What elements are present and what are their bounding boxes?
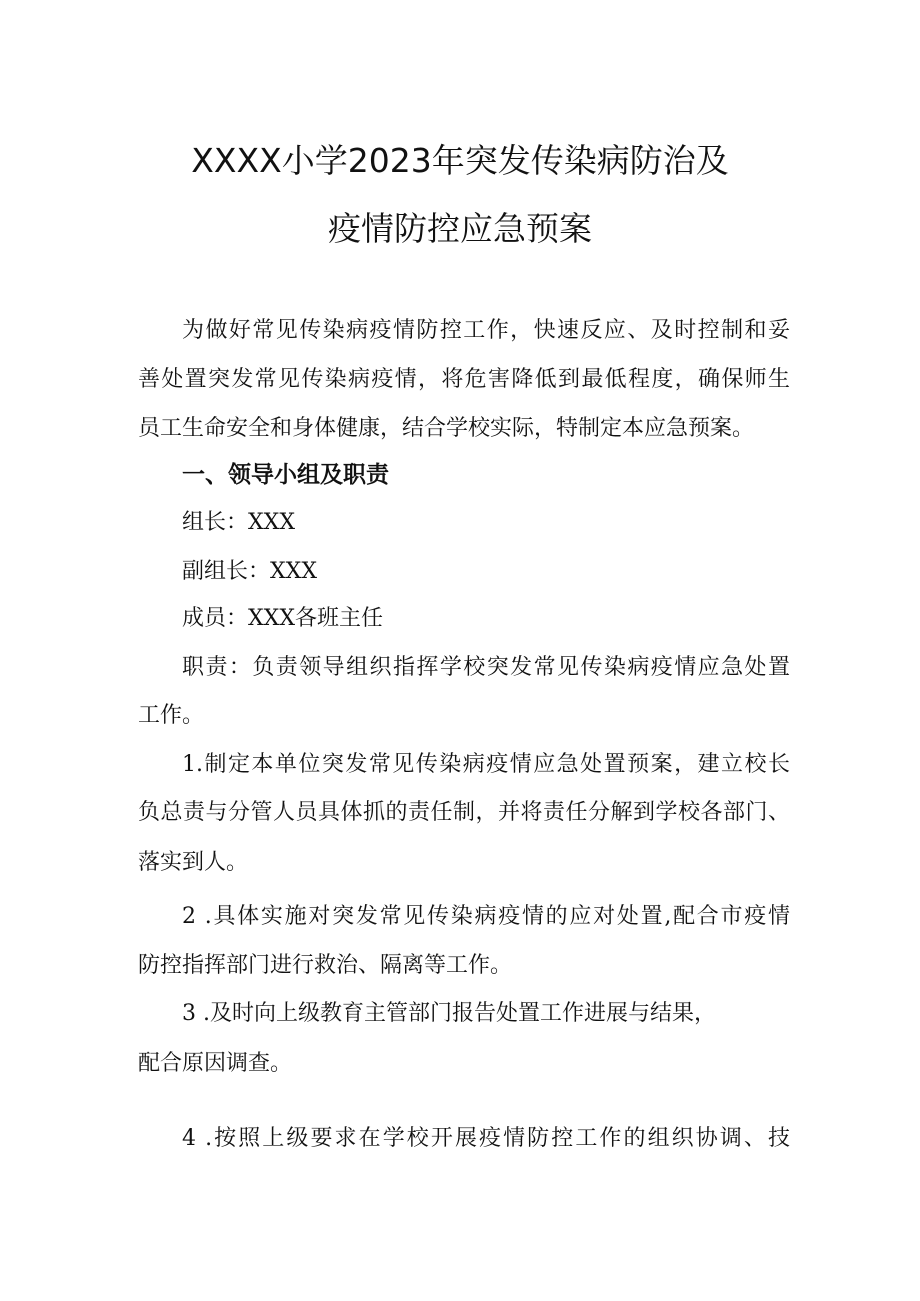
item2-line-1: 2 .具体实施对突发常见传染病疫情的应对处置,配合市疫情 bbox=[182, 904, 790, 929]
intro-line-2: 善处置突发常见传染病疫情，将危害降低到最低程度，确保师生 bbox=[138, 367, 790, 392]
item1-line-1: 1.制定本单位突发常见传染病疫情应急处置预案，建立校长 bbox=[182, 752, 790, 777]
intro-line-1: 为做好常见传染病疫情防控工作，快速反应、及时控制和妥 bbox=[182, 318, 790, 343]
item3-line-2: 配合原因调查。 bbox=[138, 1051, 293, 1076]
members-line: 成员：XXX各班主任 bbox=[182, 606, 383, 631]
item4-line-1: 4 .按照上级要求在学校开展疫情防控工作的组织协调、技 bbox=[182, 1126, 790, 1151]
item1-line-2: 负总责与分管人员具体抓的责任制，并将责任分解到学校各部门、 bbox=[138, 800, 790, 825]
duty-line-2: 工作。 bbox=[138, 703, 205, 728]
deputy-leader-line: 副组长：XXX bbox=[182, 559, 317, 584]
duty-line-1: 职责：负责领导组织指挥学校突发常见传染病疫情应急处置 bbox=[182, 655, 790, 680]
document-title-line2: 疫情防控应急预案 bbox=[328, 209, 592, 248]
leader-line: 组长：XXX bbox=[182, 510, 295, 535]
item1-line-3: 落实到人。 bbox=[138, 850, 249, 875]
section1-heading: 一、领导小组及职责 bbox=[182, 462, 389, 488]
item3-line-1: 3 .及时向上级教育主管部门报告处置工作进展与结果， bbox=[182, 1001, 716, 1026]
item2-line-2: 防控指挥部门进行救治、隔离等工作。 bbox=[138, 953, 513, 978]
intro-line-3: 员工生命安全和身体健康，结合学校实际，特制定本应急预案。 bbox=[138, 416, 755, 441]
document-title-line1: XXXX小学2023年突发传染病防治及 bbox=[191, 141, 729, 180]
